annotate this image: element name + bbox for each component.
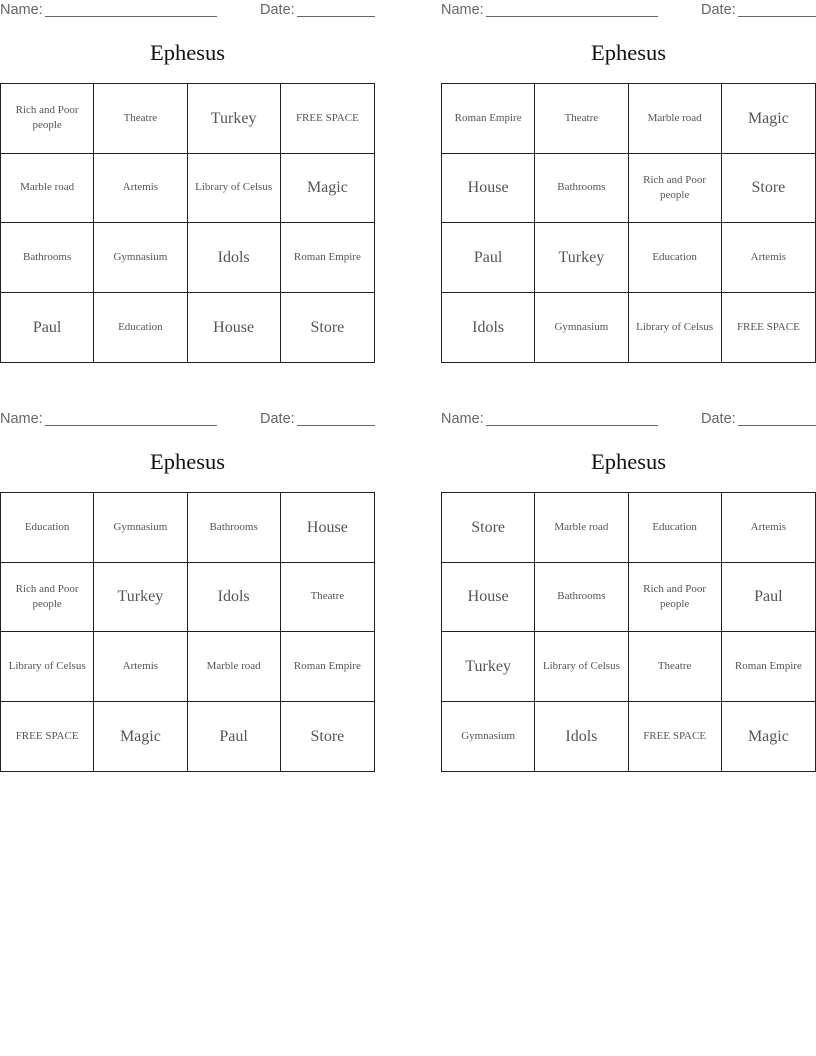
card-title: Ephesus [591, 40, 666, 65]
date-blank-line [738, 411, 816, 426]
bingo-cell: Paul [442, 223, 535, 293]
bingo-grid [441, 83, 816, 363]
bingo-cell: House [442, 154, 535, 224]
bingo-cell: Roman Empire [722, 632, 815, 702]
bingo-grid [441, 492, 816, 772]
name-date-row [441, 2, 816, 20]
name-label: Name: [0, 2, 43, 18]
bingo-cell: Theatre [535, 84, 628, 154]
bingo-cell: Library of Celsus [1, 632, 94, 702]
bingo-cell: Library of Celsus [535, 632, 628, 702]
date-blank-line [738, 2, 816, 17]
bingo-cell: FREE SPACE [1, 702, 94, 772]
card-title: Ephesus [591, 449, 666, 474]
bingo-cell: Idols [188, 223, 281, 293]
bingo-cell: Rich and Poor people [629, 563, 722, 633]
bingo-cell: Store [442, 493, 535, 563]
date-label: Date: [260, 2, 295, 18]
date-blank-line [297, 2, 375, 17]
bingo-cell: Marble road [629, 84, 722, 154]
bingo-cell: Gymnasium [94, 223, 187, 293]
bingo-cell: Artemis [94, 154, 187, 224]
bingo-cell: House [442, 563, 535, 633]
bingo-cell: Roman Empire [281, 223, 374, 293]
bingo-cell: Rich and Poor people [629, 154, 722, 224]
bingo-cell: Bathrooms [188, 493, 281, 563]
card-title: Ephesus [150, 449, 225, 474]
bingo-cell: Theatre [629, 632, 722, 702]
bingo-cell: Artemis [722, 223, 815, 293]
date-label: Date: [260, 411, 295, 427]
bingo-cell: Idols [442, 293, 535, 363]
bingo-cell: Paul [1, 293, 94, 363]
bingo-cell: Artemis [94, 632, 187, 702]
bingo-cell: Turkey [188, 84, 281, 154]
name-label: Name: [441, 2, 484, 18]
name-label: Name: [0, 411, 43, 427]
bingo-cell: Theatre [94, 84, 187, 154]
bingo-cell: FREE SPACE [736, 320, 800, 333]
bingo-cell: Turkey [442, 632, 535, 702]
name-blank-line [486, 411, 658, 426]
bingo-card-1 [0, 0, 375, 365]
bingo-cell: House [281, 493, 374, 563]
bingo-cell: Library of Celsus [188, 154, 281, 224]
bingo-cell: Store [310, 318, 345, 336]
bingo-cell: Magic [94, 702, 187, 772]
card-title: Ephesus [150, 40, 225, 65]
bingo-cell: Paul [188, 702, 281, 772]
bingo-cell: Idols [188, 563, 281, 633]
bingo-card-3 [0, 409, 375, 774]
bingo-cell: Store [722, 154, 815, 224]
bingo-cell: Marble road [188, 632, 281, 702]
bingo-cell: Artemis [722, 493, 815, 563]
bingo-card-2 [441, 0, 816, 365]
bingo-cell: Rich and Poor people [1, 563, 94, 633]
bingo-cell: Rich and Poor people [1, 84, 94, 154]
bingo-cell: Store [310, 727, 345, 745]
bingo-cell: Magic [722, 84, 815, 154]
bingo-cell: Gymnasium [535, 293, 628, 363]
bingo-cell: Bathrooms [535, 154, 628, 224]
name-date-row [0, 2, 375, 20]
bingo-cell: FREE SPACE [281, 84, 374, 154]
name-blank-line [486, 2, 658, 17]
bingo-grid [0, 492, 375, 772]
name-blank-line [45, 2, 217, 17]
name-label: Name: [441, 411, 484, 427]
date-blank-line [297, 411, 375, 426]
bingo-cell: Gymnasium [442, 702, 535, 772]
bingo-cell: Education [94, 293, 187, 363]
bingo-cell: FREE SPACE [629, 702, 722, 772]
bingo-cell: Library of Celsus [629, 293, 722, 363]
bingo-cell: Roman Empire [281, 632, 374, 702]
bingo-card-4 [441, 409, 816, 774]
bingo-cell: Education [629, 493, 722, 563]
bingo-cell: Paul [722, 563, 815, 633]
bingo-cell: Gymnasium [94, 493, 187, 563]
bingo-cell: Education [1, 493, 94, 563]
bingo-cell: Turkey [535, 223, 628, 293]
bingo-grid [0, 83, 375, 363]
name-date-row [0, 411, 375, 429]
bingo-cell: Marble road [535, 493, 628, 563]
bingo-cell: Idols [535, 702, 628, 772]
bingo-cell: Roman Empire [442, 84, 535, 154]
name-date-row [441, 411, 816, 429]
bingo-cell: Marble road [1, 154, 94, 224]
name-blank-line [45, 411, 217, 426]
bingo-cell: House [188, 293, 281, 363]
bingo-cell: Theatre [281, 563, 374, 633]
date-label: Date: [701, 411, 736, 427]
bingo-cell: Education [629, 223, 722, 293]
date-label: Date: [701, 2, 736, 18]
bingo-cell: Magic [747, 727, 789, 745]
bingo-cell: Magic [281, 154, 374, 224]
bingo-cell: Turkey [94, 563, 187, 633]
bingo-cell: Bathrooms [535, 563, 628, 633]
bingo-cell: Bathrooms [1, 223, 94, 293]
